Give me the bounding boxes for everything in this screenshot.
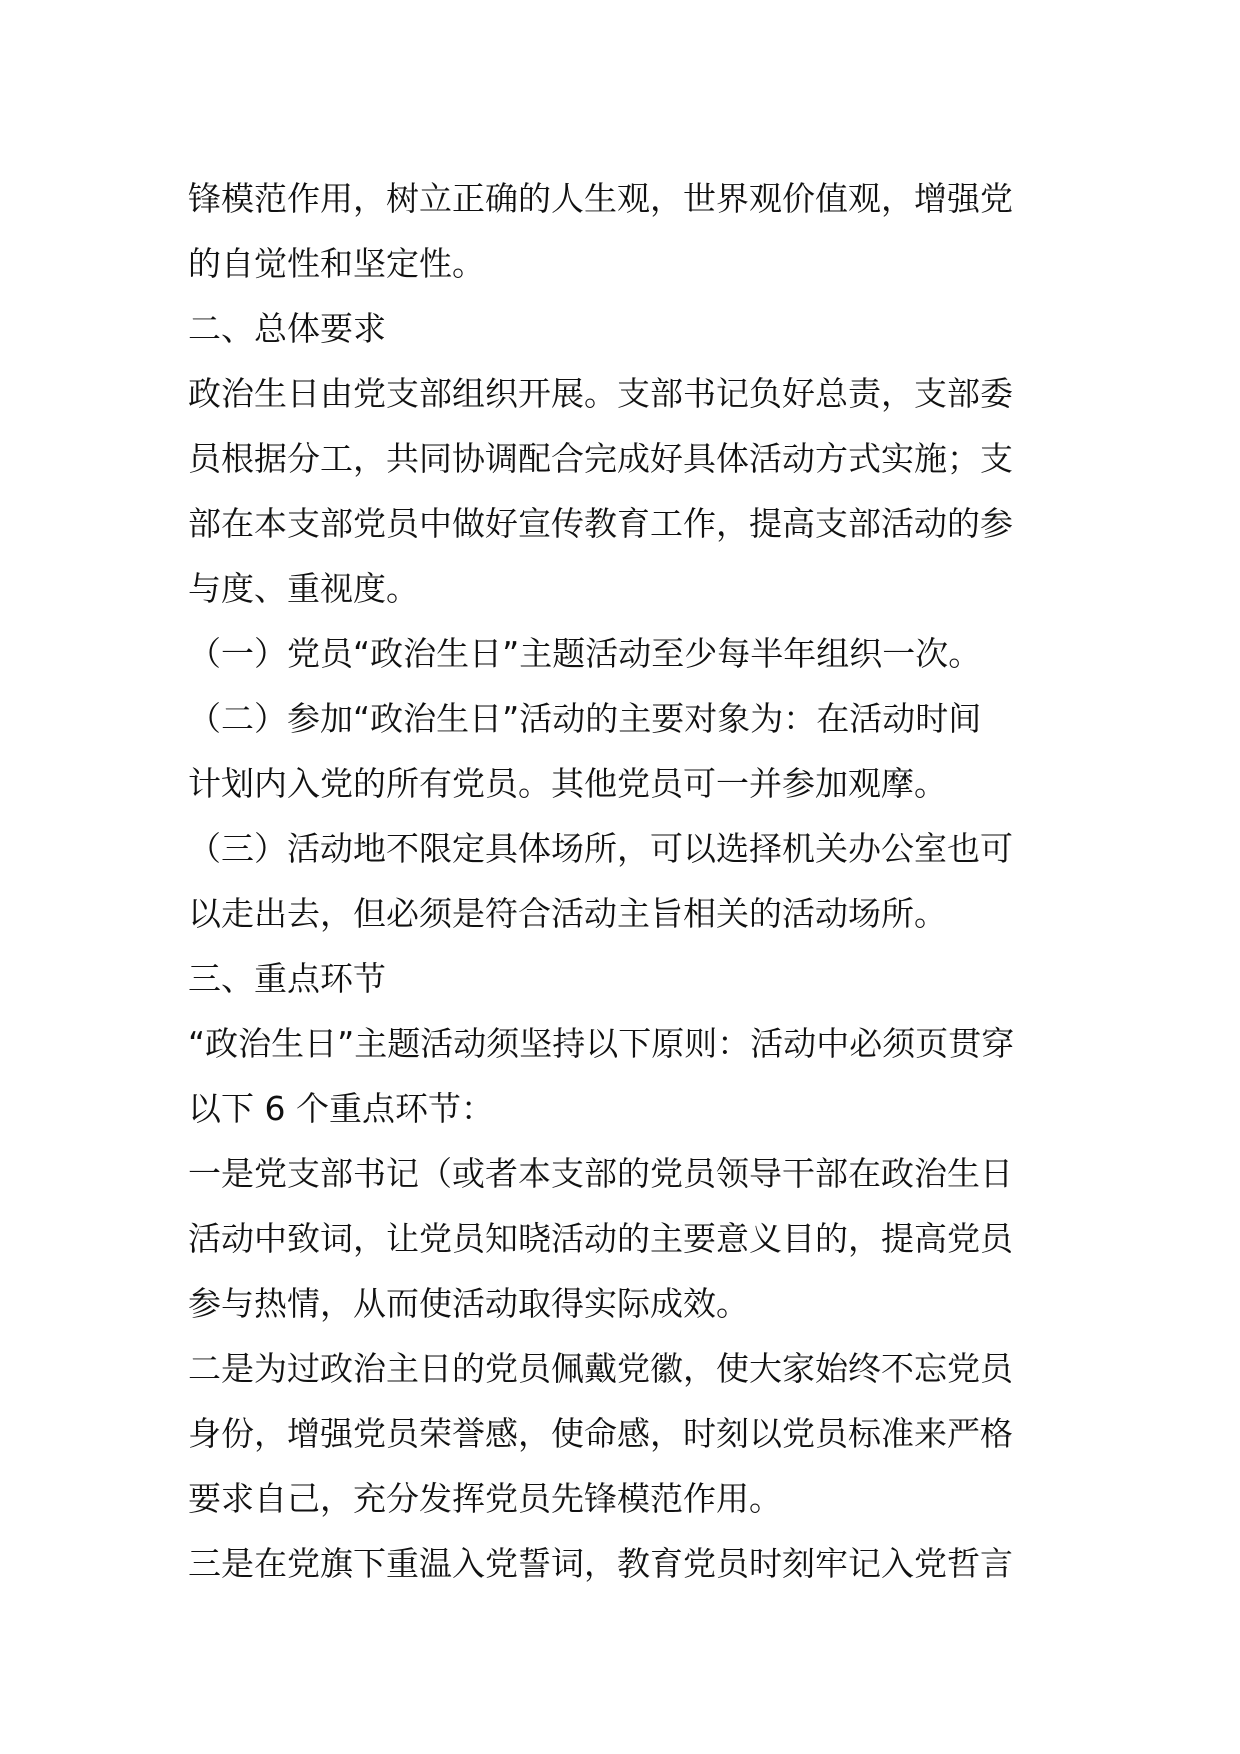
- text-line-14: “政治生日”主题活动须坚持以下原则：活动中必须页贯穿: [188, 1024, 1015, 1063]
- text-line-12: 以走出去，但必须是符合活动主旨相关的活动场所。: [188, 894, 947, 933]
- text-line-7: 与度、重视度。: [188, 569, 419, 608]
- text-line-5: 员根据分工，共同协调配合完成好具体活动方式实施；支: [188, 439, 1013, 478]
- text-line-15: 以下 6 个重点环节：: [188, 1089, 494, 1128]
- text-line-20: 身份，增强党员荣誉感，使命感，时刻以党员标准来严格: [188, 1414, 1013, 1453]
- section-heading-2: 二、总体要求: [188, 309, 386, 348]
- text-line-18: 参与热情，从而使活动取得实际成效。: [188, 1284, 749, 1323]
- text-line-16: 一是党支部书记（或者本支部的党员领导干部在政治生日: [188, 1154, 1013, 1193]
- text-line-2: 的自觉性和坚定性。: [188, 244, 485, 283]
- text-line-4: 政治生日由党支部组织开展。支部书记负好总责，支部委: [188, 374, 1013, 413]
- text-line-6: 部在本支部党员中做好宣传教育工作，提高支部活动的参: [188, 504, 1013, 543]
- text-line-17: 活动中致词，让党员知晓活动的主要意义目的，提高党员: [188, 1219, 1013, 1258]
- text-line-22: 三是在党旗下重温入党誓词，教育党员时刻牢记入党哲言: [188, 1544, 1013, 1583]
- section-heading-3: 三、重点环节: [188, 959, 386, 998]
- text-line-21: 要求自己，充分发挥党员先锋模范作用。: [188, 1479, 782, 1518]
- list-item-1: （一）党员“政治生日”主题活动至少每半年组织一次。: [188, 634, 982, 673]
- text-line-10: 计划内入党的所有党员。其他党员可一并参加观摩。: [188, 764, 947, 803]
- text-line-1: 锋模范作用，树立正确的人生观，世界观价值观，增强党: [188, 179, 1013, 218]
- list-item-2: （二）参加“政治生日”活动的主要对象为：在活动时间: [188, 699, 982, 738]
- list-item-3: （三）活动地不限定具体场所，可以选择机关办公室也可: [188, 829, 1013, 868]
- text-line-19: 二是为过政治主日的党员佩戴党徽，使大家始终不忘党员: [188, 1349, 1013, 1388]
- document-body: [188, 166, 1056, 1596]
